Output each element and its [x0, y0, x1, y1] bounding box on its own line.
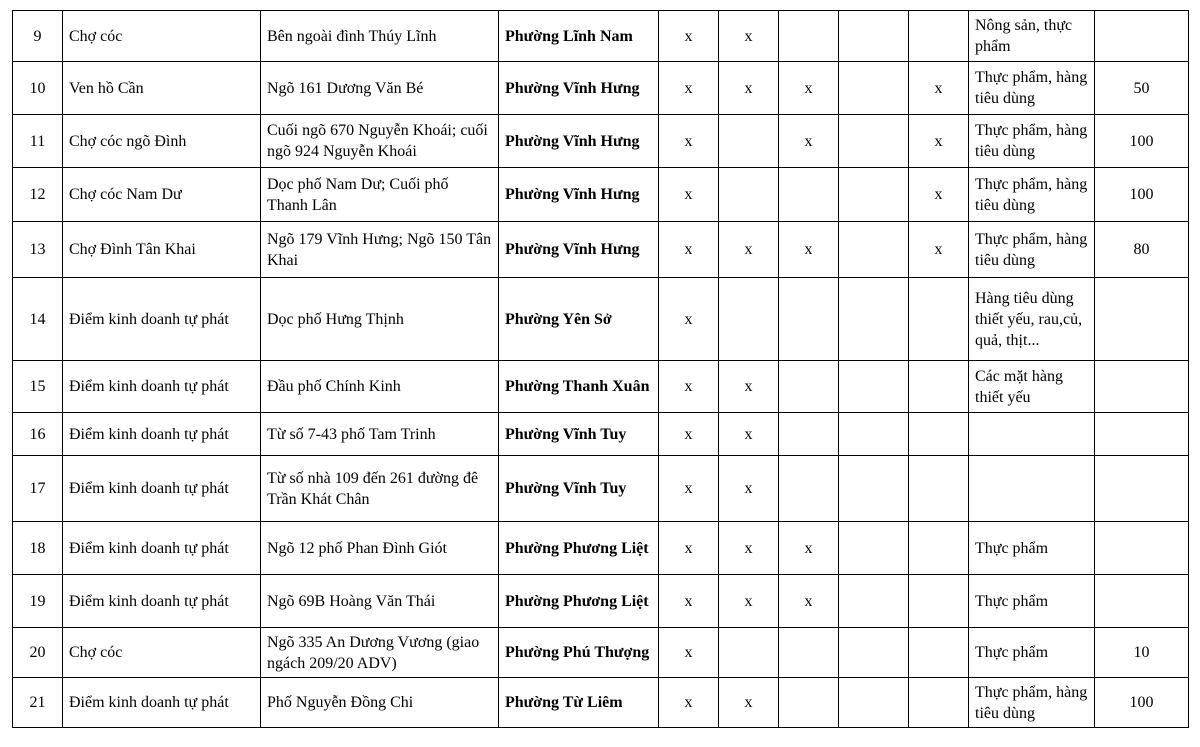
row-number: 10: [13, 62, 63, 115]
table-row: [13, 115, 1189, 168]
market-table: [12, 10, 1189, 728]
goods-type: Thực phẩm: [969, 522, 1095, 575]
row-number: 13: [13, 222, 63, 278]
mark-cell-5: x: [909, 62, 969, 115]
mark-cell-4: [839, 168, 909, 222]
mark-cell-2: x: [719, 222, 779, 278]
mark-cell-5: [909, 456, 969, 522]
mark-cell-3: [779, 413, 839, 456]
table-row: [13, 62, 1189, 115]
market-ward: Phường Vĩnh Hưng: [499, 62, 659, 115]
market-location: Ngõ 12 phố Phan Đình Giót: [261, 522, 499, 575]
mark-cell-4: [839, 361, 909, 413]
mark-cell-5: x: [909, 168, 969, 222]
market-location: Dọc phố Hưng Thịnh: [261, 278, 499, 361]
mark-cell-1: x: [659, 222, 719, 278]
area-value: [1095, 361, 1189, 413]
market-location: Bên ngoài đình Thúy Lĩnh: [261, 11, 499, 62]
mark-cell-1: x: [659, 361, 719, 413]
market-ward: Phường Vĩnh Tuy: [499, 413, 659, 456]
mark-cell-1: x: [659, 278, 719, 361]
area-value: 100: [1095, 678, 1189, 728]
table-row: [13, 222, 1189, 278]
area-value: 80: [1095, 222, 1189, 278]
mark-cell-5: [909, 11, 969, 62]
table-row: [13, 413, 1189, 456]
market-name: Ven hồ Cần: [63, 62, 261, 115]
mark-cell-2: x: [719, 361, 779, 413]
area-value: [1095, 278, 1189, 361]
table-row: [13, 168, 1189, 222]
area-value: 50: [1095, 62, 1189, 115]
mark-cell-1: x: [659, 522, 719, 575]
table-row: [13, 628, 1189, 678]
goods-type: [969, 413, 1095, 456]
market-location: Ngõ 161 Dương Văn Bé: [261, 62, 499, 115]
mark-cell-5: x: [909, 222, 969, 278]
table-row: [13, 278, 1189, 361]
mark-cell-4: [839, 222, 909, 278]
market-location: Từ số 7-43 phố Tam Trinh: [261, 413, 499, 456]
mark-cell-3: x: [779, 62, 839, 115]
market-location: Cuối ngõ 670 Nguyễn Khoái; cuối ngõ 924 Nguyễn Khoái: [261, 115, 499, 168]
area-value: 10: [1095, 628, 1189, 678]
market-ward: Phường Lĩnh Nam: [499, 11, 659, 62]
market-ward: Phường Vĩnh Tuy: [499, 456, 659, 522]
row-number: 9: [13, 11, 63, 62]
area-value: 100: [1095, 115, 1189, 168]
mark-cell-2: x: [719, 575, 779, 628]
mark-cell-4: [839, 456, 909, 522]
area-value: [1095, 522, 1189, 575]
market-ward: Phường Thanh Xuân: [499, 361, 659, 413]
mark-cell-4: [839, 413, 909, 456]
row-number: 21: [13, 678, 63, 728]
mark-cell-2: [719, 168, 779, 222]
mark-cell-5: [909, 522, 969, 575]
row-number: 19: [13, 575, 63, 628]
area-value: [1095, 575, 1189, 628]
goods-type: Thực phẩm, hàng tiêu dùng: [969, 222, 1095, 278]
mark-cell-2: x: [719, 62, 779, 115]
table-row: [13, 361, 1189, 413]
market-location: Ngõ 179 Vĩnh Hưng; Ngõ 150 Tân Khai: [261, 222, 499, 278]
market-location: Dọc phố Nam Dư; Cuối phố Thanh Lân: [261, 168, 499, 222]
table-row: [13, 456, 1189, 522]
market-location: Phố Nguyễn Đồng Chi: [261, 678, 499, 728]
market-name: Điểm kinh doanh tự phát: [63, 278, 261, 361]
mark-cell-5: [909, 678, 969, 728]
area-value: [1095, 456, 1189, 522]
mark-cell-3: x: [779, 522, 839, 575]
goods-type: Thực phẩm, hàng tiêu dùng: [969, 115, 1095, 168]
mark-cell-3: x: [779, 115, 839, 168]
mark-cell-5: [909, 575, 969, 628]
market-location: Ngõ 335 An Dương Vương (giao ngách 209/20 ADV): [261, 628, 499, 678]
market-ward: Phường Yên Sở: [499, 278, 659, 361]
row-number: 11: [13, 115, 63, 168]
market-name: Điểm kinh doanh tự phát: [63, 522, 261, 575]
mark-cell-4: [839, 278, 909, 361]
market-name: Chợ cóc ngõ Đình: [63, 115, 261, 168]
mark-cell-2: [719, 115, 779, 168]
market-name: Chợ cóc: [63, 11, 261, 62]
mark-cell-2: [719, 628, 779, 678]
mark-cell-3: [779, 278, 839, 361]
mark-cell-4: [839, 522, 909, 575]
area-value: [1095, 413, 1189, 456]
mark-cell-2: x: [719, 11, 779, 62]
market-location: Đầu phố Chính Kinh: [261, 361, 499, 413]
mark-cell-4: [839, 62, 909, 115]
market-location: Ngõ 69B Hoàng Văn Thái: [261, 575, 499, 628]
table-row: [13, 678, 1189, 728]
mark-cell-1: x: [659, 115, 719, 168]
mark-cell-4: [839, 575, 909, 628]
market-name: Điểm kinh doanh tự phát: [63, 678, 261, 728]
market-name: Điểm kinh doanh tự phát: [63, 413, 261, 456]
mark-cell-3: [779, 628, 839, 678]
market-name: Điểm kinh doanh tự phát: [63, 575, 261, 628]
mark-cell-5: [909, 361, 969, 413]
market-ward: Phường Vĩnh Hưng: [499, 115, 659, 168]
market-ward: Phường Vĩnh Hưng: [499, 222, 659, 278]
market-ward: Phường Từ Liêm: [499, 678, 659, 728]
mark-cell-1: x: [659, 413, 719, 456]
market-ward: Phường Phương Liệt: [499, 522, 659, 575]
mark-cell-5: [909, 278, 969, 361]
mark-cell-2: [719, 278, 779, 361]
area-value: 100: [1095, 168, 1189, 222]
table-row: [13, 575, 1189, 628]
mark-cell-2: x: [719, 522, 779, 575]
market-location: Từ số nhà 109 đến 261 đường đê Trần Khát Chân: [261, 456, 499, 522]
market-ward: Phường Phương Liệt: [499, 575, 659, 628]
goods-type: Thực phẩm, hàng tiêu dùng: [969, 62, 1095, 115]
mark-cell-5: [909, 413, 969, 456]
market-ward: Phường Phú Thượng: [499, 628, 659, 678]
mark-cell-5: [909, 628, 969, 678]
table-row: [13, 11, 1189, 62]
mark-cell-2: x: [719, 413, 779, 456]
market-ward: Phường Vĩnh Hưng: [499, 168, 659, 222]
mark-cell-2: x: [719, 456, 779, 522]
market-name: Điểm kinh doanh tự phát: [63, 361, 261, 413]
mark-cell-3: [779, 11, 839, 62]
mark-cell-3: [779, 168, 839, 222]
table-row: [13, 522, 1189, 575]
mark-cell-1: x: [659, 628, 719, 678]
mark-cell-4: [839, 678, 909, 728]
mark-cell-1: x: [659, 575, 719, 628]
mark-cell-4: [839, 628, 909, 678]
goods-type: Thực phẩm, hàng tiêu dùng: [969, 678, 1095, 728]
row-number: 17: [13, 456, 63, 522]
mark-cell-1: x: [659, 168, 719, 222]
mark-cell-1: x: [659, 456, 719, 522]
mark-cell-3: x: [779, 575, 839, 628]
mark-cell-3: [779, 456, 839, 522]
mark-cell-3: [779, 361, 839, 413]
mark-cell-1: x: [659, 62, 719, 115]
row-number: 16: [13, 413, 63, 456]
goods-type: Nông sản, thực phẩm: [969, 11, 1095, 62]
row-number: 14: [13, 278, 63, 361]
mark-cell-5: x: [909, 115, 969, 168]
mark-cell-1: x: [659, 11, 719, 62]
market-name: Chợ cóc Nam Dư: [63, 168, 261, 222]
goods-type: Thực phẩm, hàng tiêu dùng: [969, 168, 1095, 222]
goods-type: Thực phẩm: [969, 628, 1095, 678]
mark-cell-4: [839, 115, 909, 168]
row-number: 12: [13, 168, 63, 222]
goods-type: Thực phẩm: [969, 575, 1095, 628]
goods-type: Các mặt hàng thiết yếu: [969, 361, 1095, 413]
row-number: 18: [13, 522, 63, 575]
market-name: Chợ Đình Tân Khai: [63, 222, 261, 278]
market-name: Điểm kinh doanh tự phát: [63, 456, 261, 522]
mark-cell-1: x: [659, 678, 719, 728]
row-number: 15: [13, 361, 63, 413]
mark-cell-2: x: [719, 678, 779, 728]
mark-cell-3: x: [779, 222, 839, 278]
goods-type: Hàng tiêu dùng thiết yếu, rau,củ, quả, thịt...: [969, 278, 1095, 361]
goods-type: [969, 456, 1095, 522]
row-number: 20: [13, 628, 63, 678]
mark-cell-3: [779, 678, 839, 728]
mark-cell-4: [839, 11, 909, 62]
area-value: [1095, 11, 1189, 62]
market-name: Chợ cóc: [63, 628, 261, 678]
